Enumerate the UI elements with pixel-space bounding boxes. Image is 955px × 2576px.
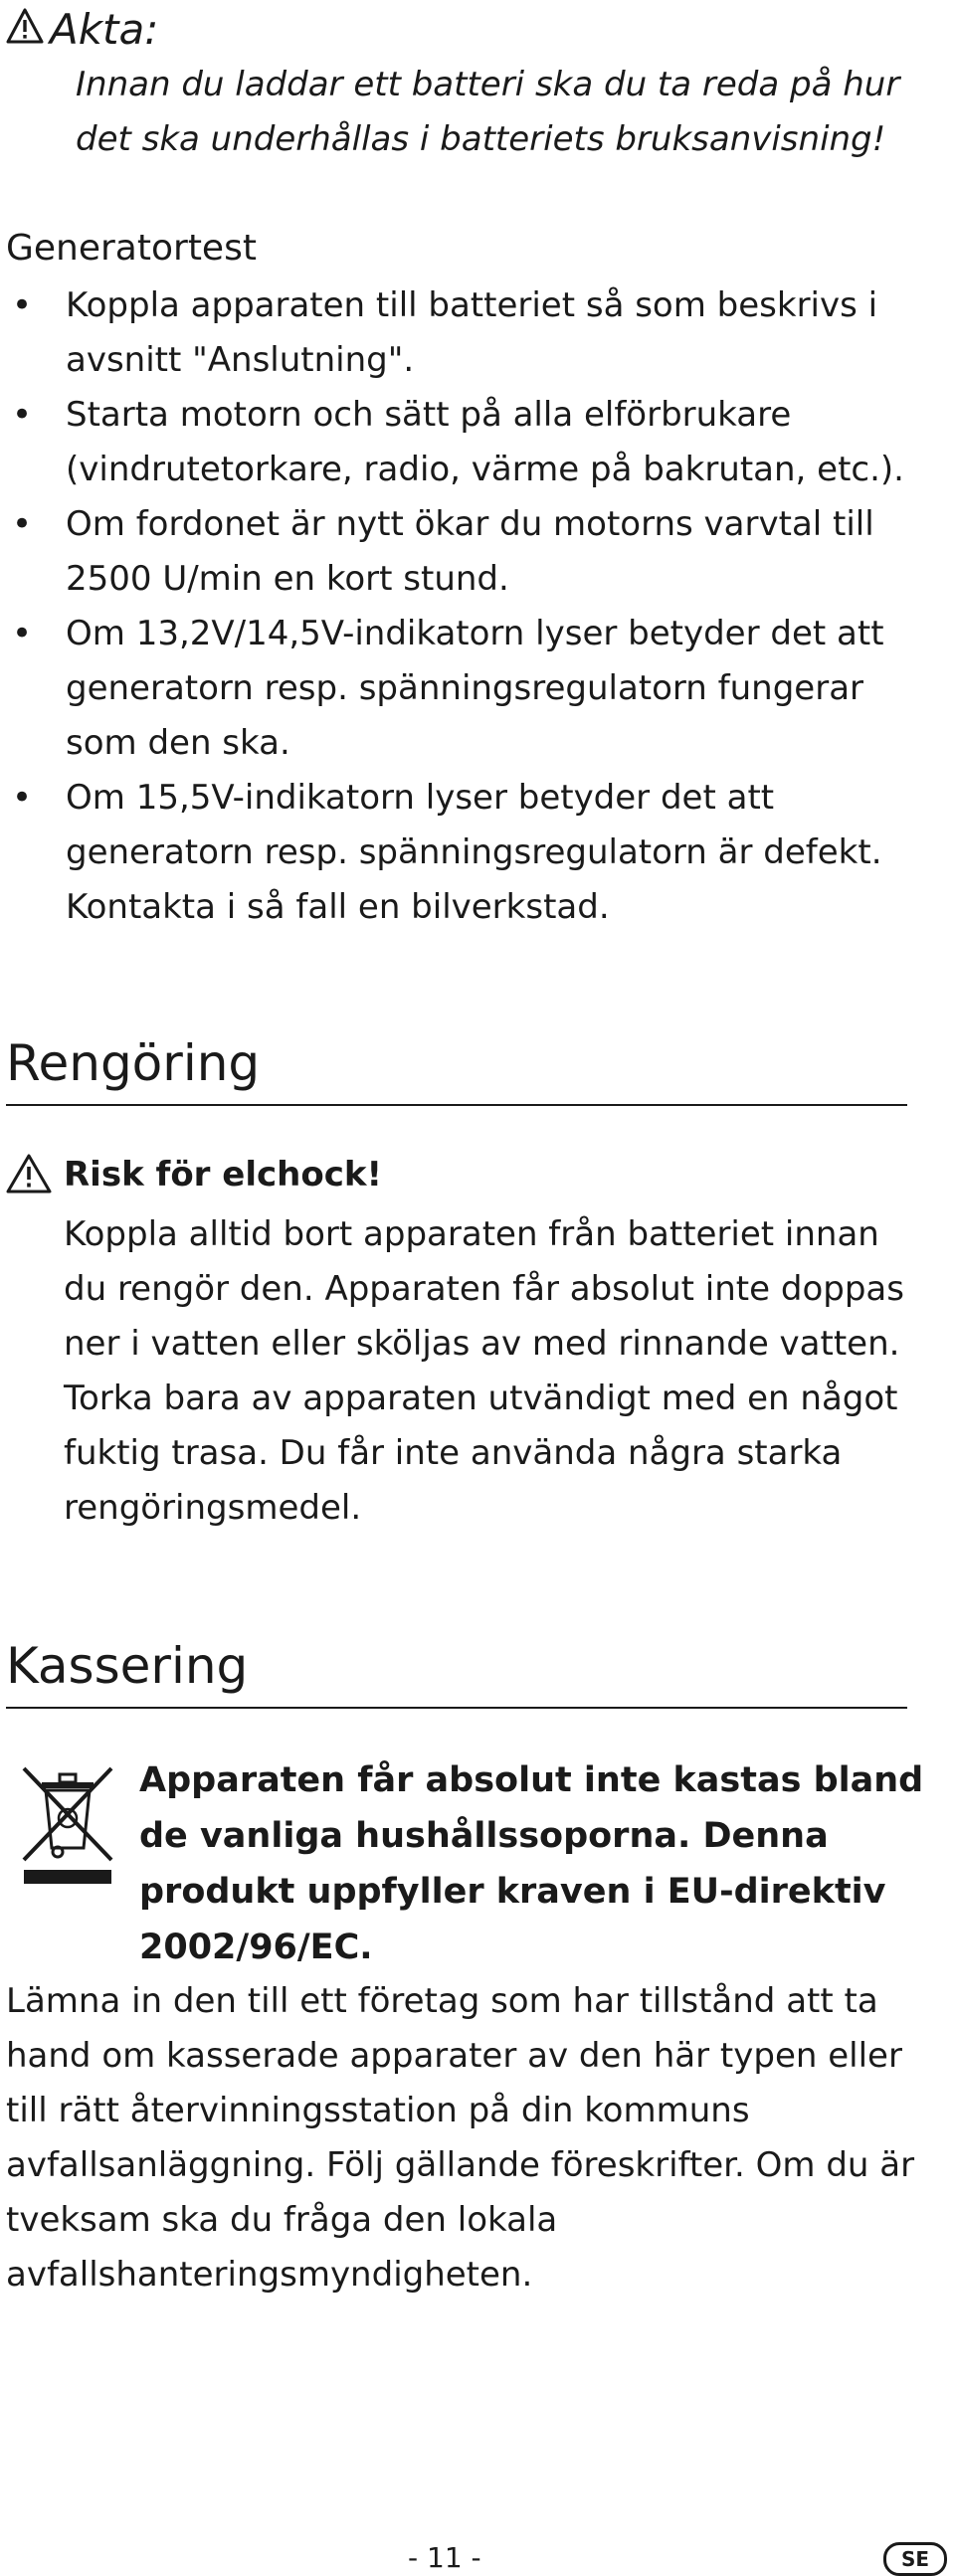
generator-test-title: Generatortest: [6, 228, 257, 269]
list-item-text: Om 13,2V/14,5V-indikatorn lyser betyder det att generatorn resp. spänningsregulatorn fungerar som den ska.: [66, 614, 884, 763]
list-item-text: Om 15,5V-indikatorn lyser betyder det att generatorn resp. spänningsregulatorn är defekt. Kontakta i så fall en bilverkstad.: [66, 778, 882, 927]
bullet-icon: •: [12, 504, 33, 544]
bullet-icon: •: [12, 395, 33, 435]
risk-title: Risk för elchock!: [64, 1155, 382, 1195]
list-item-text: Om fordonet är nytt ökar du motorns varvtal till 2500 U/min en kort stund.: [66, 504, 874, 599]
bullet-icon: •: [12, 614, 33, 653]
crossed-out-wheelie-bin-icon: [18, 1756, 117, 1886]
warning-triangle-icon: [6, 1154, 52, 1194]
disposal-heading: Kassering: [6, 1637, 249, 1695]
language-badge: SE: [883, 2542, 947, 2576]
section-divider: [6, 1707, 907, 1709]
disposal-notice: Apparaten får absolut inte kastas bland de vanliga hushållssoporna. Denna produkt uppfyller kraven i EU-direktiv 2002/96/EC.: [139, 1760, 924, 1967]
list-item: [0, 607, 915, 771]
cleaning-text: Koppla alltid bort apparaten från batteriet innan du rengör den. Apparaten får absolut inte doppas ner i vatten eller sköljas av med rinnande vatten. Torka bara av apparaten utvändigt med en något fuktig trasa. Du får inte använda några starka rengöringsmedel.: [64, 1214, 904, 1528]
list-item: [0, 278, 915, 388]
section-divider: [6, 1104, 907, 1106]
bullet-icon: •: [12, 285, 33, 325]
warning-triangle-icon: [6, 8, 44, 44]
bullet-icon: •: [12, 778, 33, 818]
list-item-text: Koppla apparaten till batteriet så som beskrivs i avsnitt "Anslutning".: [66, 285, 878, 380]
generator-test-list: [0, 278, 915, 935]
list-item: [0, 388, 915, 497]
cleaning-heading: Rengöring: [6, 1034, 261, 1092]
list-item: [0, 497, 915, 607]
list-item-text: Starta motorn och sätt på alla elförbrukare (vindrutetorkare, radio, värme på bakrutan, etc.).: [66, 395, 904, 489]
disposal-paragraph: Lämna in den till ett företag som har tillstånd att ta hand om kasserade apparater av den här typen eller till rätt återvinningsstation på din kommuns avfallsanläggning. Följ gällande föreskrifter. Om du är tveksam ska du fråga den lokala avfallshanteringsmyndigheten.: [6, 1981, 915, 2295]
list-item: [0, 771, 915, 935]
page-number: - 11 -: [408, 2541, 481, 2574]
warning-text: Innan du laddar ett batteri ska du ta reda på hur det ska underhållas i batteriets bruksanvisning!: [76, 65, 900, 159]
warning-title: Akta:: [50, 5, 159, 54]
